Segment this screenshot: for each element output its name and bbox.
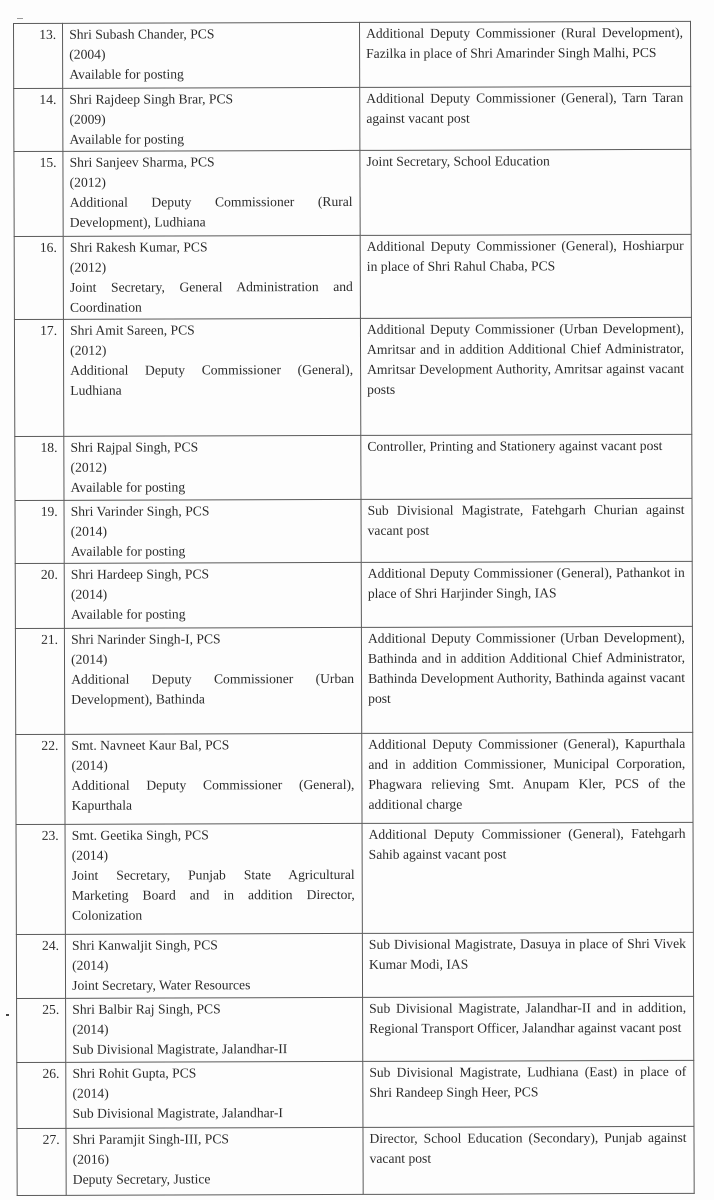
new-posting-cell (360, 234, 691, 318)
present-posting: Additional Deputy Commissioner (Urban Development), Bathinda (71, 670, 355, 707)
serial-number-text: 26. (42, 1065, 60, 1081)
serial-number (14, 151, 63, 236)
new-posting: Sub Divisional Magistrate, Fatehgarh Churian against vacant post (367, 501, 685, 538)
present-posting: Additional Deputy Commissioner (General), Ludhiana (70, 361, 354, 398)
serial-number-text: 17. (40, 322, 58, 338)
officer-name: Shri Rajdeep Singh Brar, PCS (69, 91, 234, 107)
officer-name: Shri Kanwaljit Singh, PCS (72, 937, 218, 953)
table-row (14, 234, 691, 319)
serial-number (14, 23, 63, 88)
new-posting-cell (362, 732, 693, 823)
serial-number (16, 824, 65, 934)
officer-name: Shri Sanjeev Sharma, PCS (69, 154, 215, 170)
officer-cell (66, 1061, 363, 1128)
new-posting-cell (361, 498, 692, 562)
officer-batch: (2009) (69, 111, 106, 127)
serial-number (15, 628, 64, 734)
new-posting: Sub Divisional Magistrate, Dasuya in place of Shri Vivek Kumar Modi, IAS (368, 935, 686, 972)
new-posting-cell (361, 434, 692, 499)
present-posting: Available for posting (69, 131, 185, 147)
officer-cell (63, 22, 360, 88)
table-row (16, 932, 693, 998)
new-posting-cell (363, 1060, 694, 1127)
new-posting-cell (360, 21, 691, 87)
new-posting: Additional Deputy Commissioner (General), Fatehgarh Sahib against vacant post (368, 825, 686, 862)
officer-batch: (2014) (70, 586, 108, 602)
new-posting: Additional Deputy Commissioner (Rural Development), Fazilka in place of Shri Amarinder Singh Malhi, PCS (366, 24, 684, 61)
present-posting: Joint Secretary, Punjab State Agricultural Marketing Board and in addition Director, Colonization (71, 866, 355, 923)
serial-number-text: 19. (40, 503, 58, 519)
officer-cell (66, 1127, 363, 1195)
officer-batch: (2012) (70, 459, 107, 475)
officer-cell (64, 435, 361, 500)
new-posting-cell (361, 561, 692, 627)
officer-name: Shri Rohit Gupta, PCS (72, 1065, 197, 1081)
officer-batch: (2014) (71, 847, 109, 863)
table-row (14, 317, 691, 436)
present-posting: Additional Deputy Commissioner (General), Kapurthala (71, 776, 355, 813)
margin-mark (6, 1014, 9, 1016)
transfer-orders-table (13, 21, 695, 1196)
new-posting: Controller, Printing and Stationery against vacant post (367, 437, 663, 454)
new-posting: Additional Deputy Commissioner (Urban Development), Amritsar and in addition Additional Chief Administrator, Amritsar Development Authority, Amritsar against vacant posts (366, 320, 685, 397)
officer-cell (65, 823, 362, 934)
table-row (15, 498, 692, 563)
table-row (14, 21, 691, 88)
serial-number-text: 16. (39, 239, 57, 255)
serial-number-text: 27. (42, 1131, 60, 1147)
officer-name: Smt. Geetika Singh, PCS (71, 827, 209, 843)
serial-number (17, 1062, 66, 1128)
table-row (16, 732, 693, 824)
table-row (17, 1126, 694, 1195)
officer-cell (64, 562, 361, 628)
new-posting: Additional Deputy Commissioner (General), Tarn Taran against vacant post (366, 89, 684, 126)
table-row (17, 996, 694, 1062)
new-posting: Additional Deputy Commissioner (General), Hoshiarpur in place of Shri Rahul Chaba, PCS (366, 237, 684, 274)
officer-cell (65, 627, 362, 734)
scan-tick-mark (17, 18, 23, 19)
serial-number-text: 23. (41, 827, 59, 843)
new-posting: Additional Deputy Commissioner (General), Pathankot in place of Shri Harjinder Singh, IAS (367, 564, 685, 601)
serial-number (17, 1128, 66, 1195)
new-posting-cell (360, 317, 691, 435)
serial-number-text: 14. (39, 91, 57, 107)
present-posting: Sub Divisional Magistrate, Jalandhar-I (72, 1105, 283, 1121)
serial-number (15, 500, 64, 563)
present-posting: Available for posting (69, 66, 184, 82)
serial-number-text: 20. (40, 566, 58, 582)
new-posting: Joint Secretary, School Education (366, 153, 550, 169)
serial-number-text: 18. (40, 439, 58, 455)
officer-batch: (2014) (72, 957, 109, 973)
officer-batch: (2014) (72, 1085, 109, 1101)
serial-number-text: 15. (39, 154, 57, 170)
new-posting: Additional Deputy Commissioner (General), Kapurthala and in addition Commissioner, Municipal Corporation, Phagwara relieving Smt. Anupam Kler, PCS of the additional charge (368, 735, 686, 812)
officer-batch: (2014) (70, 523, 108, 539)
officer-batch: (2014) (71, 757, 108, 773)
serial-number (14, 88, 63, 151)
new-posting-cell (362, 822, 693, 933)
serial-number-text: 21. (41, 631, 59, 647)
serial-number-text: 22. (41, 737, 59, 753)
new-posting: Sub Divisional Magistrate, Ludhiana (East) in place of Shri Randeep Singh Heer, PCS (369, 1063, 687, 1100)
present-posting: Available for posting (70, 543, 186, 559)
officer-cell (66, 933, 363, 998)
present-posting: Sub Divisional Magistrate, Jalandhar-II (72, 1041, 288, 1057)
table-row (15, 434, 692, 500)
table-row (14, 86, 691, 151)
officer-batch: (2004) (69, 46, 106, 62)
new-posting-cell (362, 932, 693, 997)
new-posting-cell (363, 996, 694, 1061)
table-body (14, 21, 695, 1195)
serial-number (14, 319, 64, 436)
officer-batch: (2014) (72, 1021, 109, 1037)
officer-batch: (2014) (71, 651, 108, 667)
table-row (15, 626, 692, 734)
table-row (16, 822, 693, 934)
officer-name: Shri Balbir Raj Singh, PCS (72, 1001, 221, 1017)
table-row (17, 1060, 694, 1128)
officer-name: Shri Paramjit Singh-III, PCS (72, 1131, 230, 1147)
serial-number (14, 236, 63, 319)
present-posting: Available for posting (70, 479, 186, 495)
table-row (15, 561, 692, 628)
officer-name: Shri Hardeep Singh, PCS (70, 566, 210, 582)
officer-batch: (2016) (72, 1151, 109, 1167)
new-posting: Sub Divisional Magistrate, Jalandhar-II and in addition, Regional Transport Officer, Jalandhar against vacant post (369, 999, 687, 1036)
officer-batch: (2012) (70, 342, 107, 358)
present-posting: Additional Deputy Commissioner (Rural Development), Ludhiana (69, 193, 353, 230)
serial-number-text: 13. (39, 26, 57, 42)
new-posting-cell (363, 1126, 694, 1194)
officer-cell (65, 733, 362, 824)
new-posting-cell (361, 626, 692, 733)
officer-name: Shri Narinder Singh-I, PCS (71, 631, 221, 647)
officer-name: Smt. Navneet Kaur Bal, PCS (71, 737, 230, 753)
officer-name: Shri Varinder Singh, PCS (70, 503, 210, 519)
new-posting: Additional Deputy Commissioner (Urban Development), Bathinda and in addition Additional Chief Administrator, Bathinda Development Authority, Bathinda against vacant post (367, 629, 686, 706)
serial-number (15, 436, 64, 500)
officer-batch: (2012) (69, 259, 107, 275)
new-posting-cell (360, 149, 691, 235)
new-posting: Director, School Education (Secondary), Punjab against vacant post (369, 1129, 687, 1166)
officer-cell (64, 318, 361, 436)
new-posting-cell (360, 86, 691, 150)
serial-number-text: 25. (42, 1001, 60, 1017)
officer-batch: (2012) (69, 174, 106, 190)
officer-cell (63, 235, 360, 319)
officer-name: Shri Rajpal Singh, PCS (70, 439, 199, 455)
officer-name: Shri Rakesh Kumar, PCS (69, 239, 208, 255)
serial-number-text: 24. (42, 937, 60, 953)
serial-number (16, 934, 65, 998)
present-posting: Available for posting (70, 606, 186, 622)
officer-cell (66, 997, 363, 1062)
officer-cell (63, 87, 360, 151)
officer-name: Shri Subash Chander, PCS (69, 26, 215, 42)
present-posting: Joint Secretary, General Administration and Coordination (69, 278, 353, 315)
table-row (14, 149, 691, 236)
serial-number (15, 563, 64, 628)
present-posting: Joint Secretary, Water Resources (72, 977, 251, 993)
serial-number (17, 998, 66, 1062)
serial-number (16, 734, 65, 824)
officer-cell (64, 499, 361, 563)
officer-name: Shri Amit Sareen, PCS (70, 322, 195, 338)
officer-cell (63, 150, 360, 236)
present-posting: Deputy Secretary, Justice (72, 1171, 211, 1187)
